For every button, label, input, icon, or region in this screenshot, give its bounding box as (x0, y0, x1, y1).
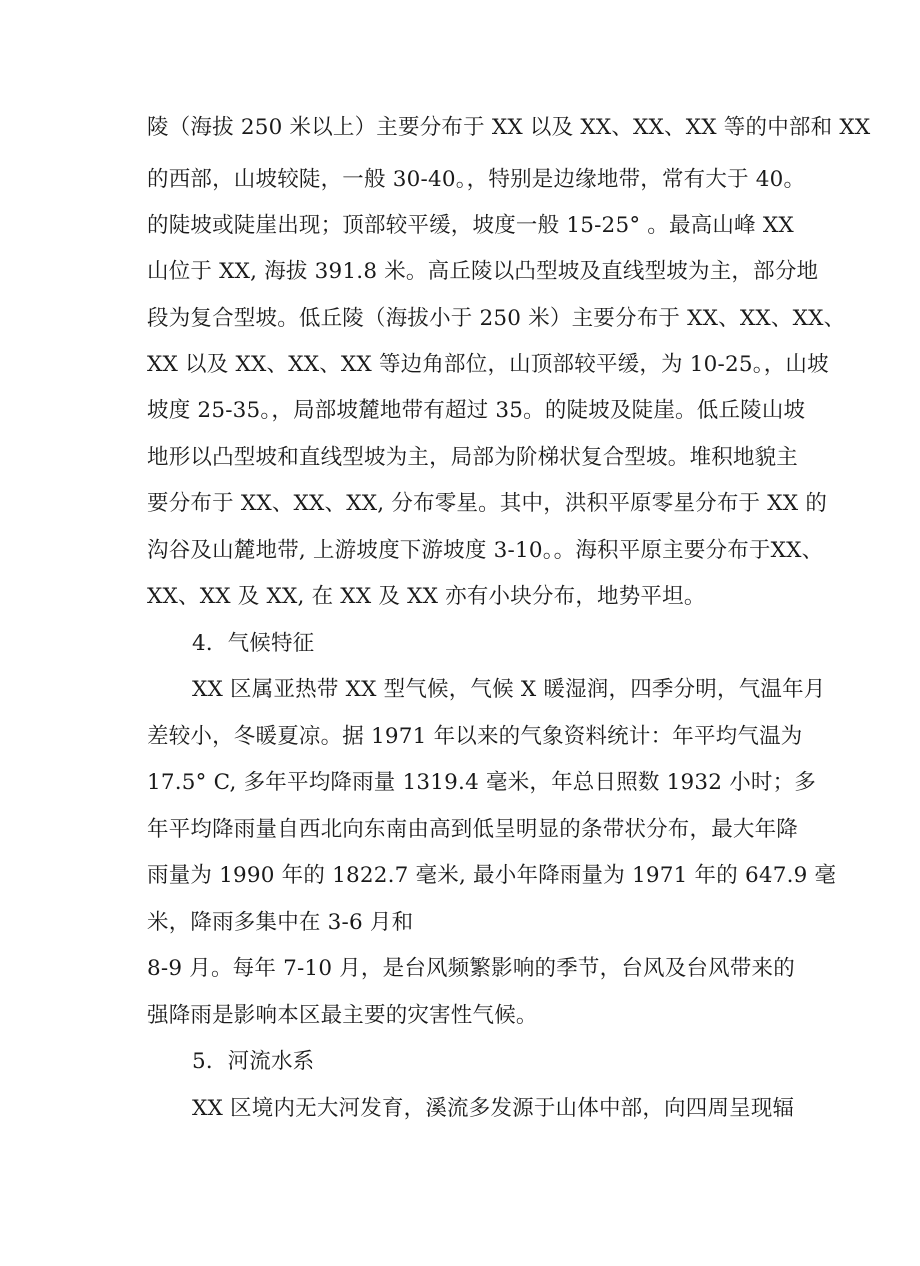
text-line: 陵（海拔 250 米以上）主要分布于 XX 以及 XX、XX、XX 等的中部和 XX (147, 115, 871, 140)
text-line: XX、XX 及 XX, 在 XX 及 XX 亦有小块分布，地势平坦。 (147, 584, 706, 609)
text-line: 要分布于 XX、XX、XX, 分布零星。其中，洪积平原零星分布于 XX 的 (147, 491, 828, 516)
text-line: 沟谷及山麓地带, 上游坡度下游坡度 3-10。。海积平原主要分布于XX、 (147, 538, 824, 563)
text-line: 的西部，山坡较陡，一般 30-40。，特别是边缘地带，常有大于 40。 (147, 167, 806, 192)
text-line: 段为复合型坡。低丘陵（海拔小于 250 米）主要分布于 XX、XX、XX、 (147, 306, 846, 331)
text-line: 强降雨是影响本区最主要的灾害性气候。 (147, 1003, 538, 1028)
text-line: 地形以凸型坡和直线型坡为主，局部为阶梯状复合型坡。堆积地貌主 (147, 445, 799, 470)
text-line: 8-9 月。每年 7-10 月，是台风频繁影响的季节，台风及台风带来的 (147, 956, 795, 981)
text-line: 差较小，冬暖夏凉。据 1971 年以来的气象资料统计：年平均气温为 (147, 724, 803, 749)
text-line: XX 以及 XX、XX、XX 等边角部位，山顶部较平缓，为 10-25。，山坡 (147, 352, 829, 377)
text-line: 年平均降雨量自西北向东南由高到低呈明显的条带状分布，最大年降 (147, 817, 799, 842)
section-heading-climate: 4．气候特征 (192, 631, 315, 656)
text-line: 雨量为 1990 年的 1822.7 毫米, 最小年降雨量为 1971 年的 647.9 毫 (147, 863, 837, 888)
text-line: 山位于 XX, 海拔 391.8 米。高丘陵以凸型坡及直线型坡为主，部分地 (147, 259, 819, 284)
text-line: 坡度 25-35。，局部坡麓地带有超过 35。的陡坡及陡崖。低丘陵山坡 (147, 398, 806, 423)
section-heading-rivers: 5．河流水系 (192, 1049, 315, 1074)
text-line: XX 区境内无大河发育，溪流多发源于山体中部，向四周呈现辐 (192, 1096, 795, 1121)
text-line: 的陡坡或陡崖出现；顶部较平缓，坡度一般 15-25° 。最高山峰 XX (147, 213, 794, 238)
text-line: 17.5° C, 多年平均降雨量 1319.4 毫米，年总日照数 1932 小时；多 (147, 770, 816, 795)
text-line: 米，降雨多集中在 3-6 月和 (147, 910, 414, 935)
text-line: XX 区属亚热带 XX 型气候，气候 X 暖湿润，四季分明，气温年月 (192, 677, 826, 702)
